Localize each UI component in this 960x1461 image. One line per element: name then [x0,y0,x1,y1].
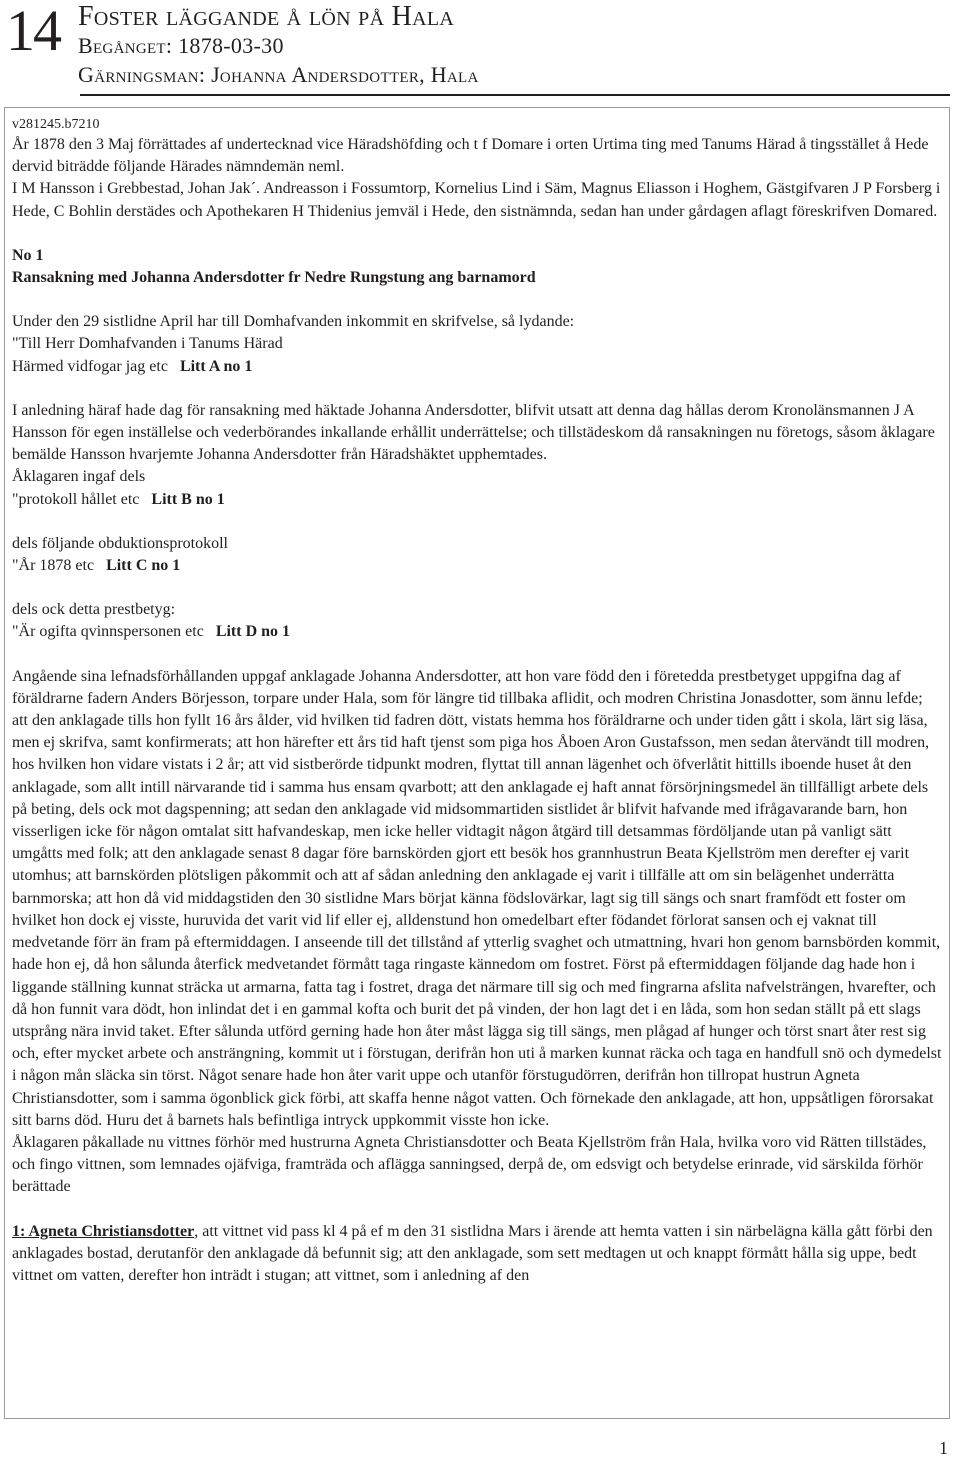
spacer [12,511,942,533]
witness1-paragraph [12,1221,942,1288]
letter-attach-text: Härmed vidfogar jag etc [12,357,168,375]
priest-line [12,621,942,643]
prosecutor-submitted: Åklagaren ingaf dels [12,468,146,486]
testimony-paragraph: Angående sina lefnadsförhållanden uppgaf anklagade Johanna Andersdotter, att hon vare född den i företedda prestbetyget uppgifna dag af föräldrarne fadern Anders Börjesson, torpare under Hala, som för längre tid tillbaka aflidit, och modren Christina Jonasdotter, som ännu lefde; att den anklagade tills hon fyllt 16 års ålder, vid hvilken tid fadren dött, vistats hemma hos föräldrarne och under tiden gått i skola, lärt sig läsa, men ej skrifva, samt konfirmerats; att hon härefter ett års tid haft tjenst som piga hos Åboen Aron Gustafsson, men sedan återvändt till modren, hos hvilken hon vidare vistats i 2 år; att vid sistberörde tidpunkt modren, flyttat till annan lägenhet och öfverlåtit hittills iboende huset åt den anklagade, som allt intill närvarande tid i samma hus ensam qvarbott; att den anklagade ej haft annat försörjningsmedel än tillfälligt arbete dels på beting, dels ock mot dagspenning; att sedan den anklagade vid midsommartiden sistlidet år blifvit hafvande med ifrågavarande barn, hon visserligen icke för någon omtalat sitt hafvandeskap, men icke heller vidtagit någon åtgärd till detsammas fördöljande utan på vanligt sätt umgåtts med folk; att den anklagade senast 8 dagar före barnskörden gjort ett besök hos grannhustrun Beata Kjellström men derefter ej varit utomhus; att barnskörden plötsligen påkommit och att af sådan anledning den anklagade ej varit i tillfälle att om sin belägenhet underrätta barnmorska; att hon då vid middagstiden den 30 sistlidne Mars börjat känna födslovärkar, lagt sig till sängs och snart framfödt ett foster om hvilket hon dock ej visste, huruvida det varit vid lif eller ej, alldenstund hon omedelbart efter födandet förlorat sansen och ej vaknat till medvetande förr än fram på eftermiddagen. I anseende till det tillstånd af ytterlig svaghet och utmattning, hvari hon genom barnsbörden kommit, hade hon ej, då hon sålunda återfick medvetandet förmått taga ringaste kännedom om fostret. Först på eftermiddagen följande dag hade hon i liggande ställning kunnat sträcka ut armarna, fatta tag i fostret, draga det närmare till sig och med fingrarna afslita nafvelsträngen, hvarefter, och då hon funnit vara dödt, hon inlindat det i en gammal kofta och burit det på vinden, der hon lagt det i en låda, som hon sedan ställt på ett slags utsprång nära invid taket. Efter sålunda utförd gerning hade hon åter måst lägga sig till sängs, men plågad af hunger och törst snart åter rest sig och, efter mycket arbete och ansträngning, kommit ut i förstugan, derifrån hon uti å marken kunnat räcka och taga en handfull snö och dymedelst i någon mån släcka sin törst. Något senare hade hon åter varit uppe och utanför förstugudörren, derifrån hon tillropat hustrun Agneta Christiansdotter, som i samma ögonblick gick förbi, att skaffa henne något vatten. Och förnekade den anklagade, att hon, uppsåtligen förorsakat sitt barns död. Huru det å barnets hals befintliga intryck uppkommit visste hon icke. [12,667,942,1129]
priest-intro: dels ock detta prestbetyg: [12,601,176,619]
witness-call-paragraph: Åklagaren påkallade nu vittnes förhör med hustrurna Agneta Christiansdotter och Beata Kjellström från Hala, hvilka voro vid Rätten tillstädes, och fingo vittnen, som lemnades ojäfviga, framträda och aflägga sanningsed, derpå de, om edsvigt och betydelse erinrade, vid särskilda förhör berättade [12,1133,927,1196]
litt-d-reference: Litt D no 1 [215,623,291,641]
proceedings-paragraph: I anledning häraf hade dag för ransakning med häktade Johanna Andersdotter, blifvit utsatt att denna dag hållas derom Kronolänsmannen J A Hansson för egen inställelse och vederbörandes inkallande erhållit underrättelse; och tillstädeskom då ransakningen nu företogs, såsom åklagare bemälde Hansson hvarjemte Johanna Andersdotter från Häradshäktet upphemtades. [12,401,935,464]
spacer [12,1199,942,1221]
spacer [12,289,942,311]
intro-paragraph: År 1878 den 3 Maj förrättades af undertecknad vice Häradshöfding och t f Domare i orten Urtima ting med Tanums Härad å tingsstället å Hede dervid biträdde följande Härades nämndemän neml. [12,136,929,176]
letter-quote: "Till Herr Domhafvanden i Tanums Härad [12,335,283,353]
page-number: 1 [939,1438,948,1458]
litt-c-reference: Litt C no 1 [106,557,181,575]
case-heading: Ransakning med Johanna Andersdotter fr Nedre Rungstung ang barnamord [12,269,536,287]
case-title-block [78,2,479,90]
autopsy-line [12,555,942,577]
case-no: No 1 [12,246,44,264]
protocol-line [12,489,942,511]
witness1-name: 1: Agneta Christiansdotter [12,1222,195,1240]
letter-intro: Under den 29 sistlidne April har till Domhafvanden inkommit en skrifvelse, så lydande: [12,313,575,331]
letter-attach-line [12,356,942,378]
protocol-quote: "protokoll hållet etc [12,490,140,508]
autopsy-quote: "År 1878 etc [12,557,95,575]
witness1-text: , att vittnet vid pass kl 4 på ef m den 31 sistlidna Mars i ärende att hemta vatten i sin närbelägna källa gått förbi den anklagades bostad, derutanför den anklagade då befunnit sig; att den anklagade, som sett medtagen ut och knappt förmått hålla sig uppe, bedt vittnet om vatten, derefter hon inträdt i stugan; att vittnet, som i anledning af den [12,1222,933,1284]
litt-b-reference: Litt B no 1 [151,490,225,508]
autopsy-intro: dels följande obduktionsprotokoll [12,534,228,552]
reference-code: v281245.b7210 [12,117,100,132]
spacer [12,644,942,666]
spacer [12,577,942,599]
header-rule [80,94,950,96]
priest-quote: "Är ogifta qvinnspersonen etc [12,623,204,641]
case-title: Foster läggande å lön på Hala [78,1,455,32]
members-paragraph: I M Hansson i Grebbestad, Johan Jak´. Andreasson i Fossumtorp, Kornelius Lind i Säm, Magnus Eliasson i Hoghem, Gästgifvaren J P Forsberg i Hede, C Bohlin derstädes och Apothekaren H Thidenius jemväl i Hede, den sistnämnda, sedan han under gårdagen aflagt föreskrifven Domared. [12,180,941,220]
spacer [12,378,942,400]
case-date: Begånget: 1878-03-30 [78,33,284,58]
case-perpetrator: Gärningsman: Johanna Andersdotter, Hala [78,62,479,87]
case-number: 14 [6,0,60,63]
litt-a-reference: Litt A no 1 [179,357,253,375]
spacer [12,223,942,245]
document-body [12,134,942,1287]
page-header [6,0,946,92]
